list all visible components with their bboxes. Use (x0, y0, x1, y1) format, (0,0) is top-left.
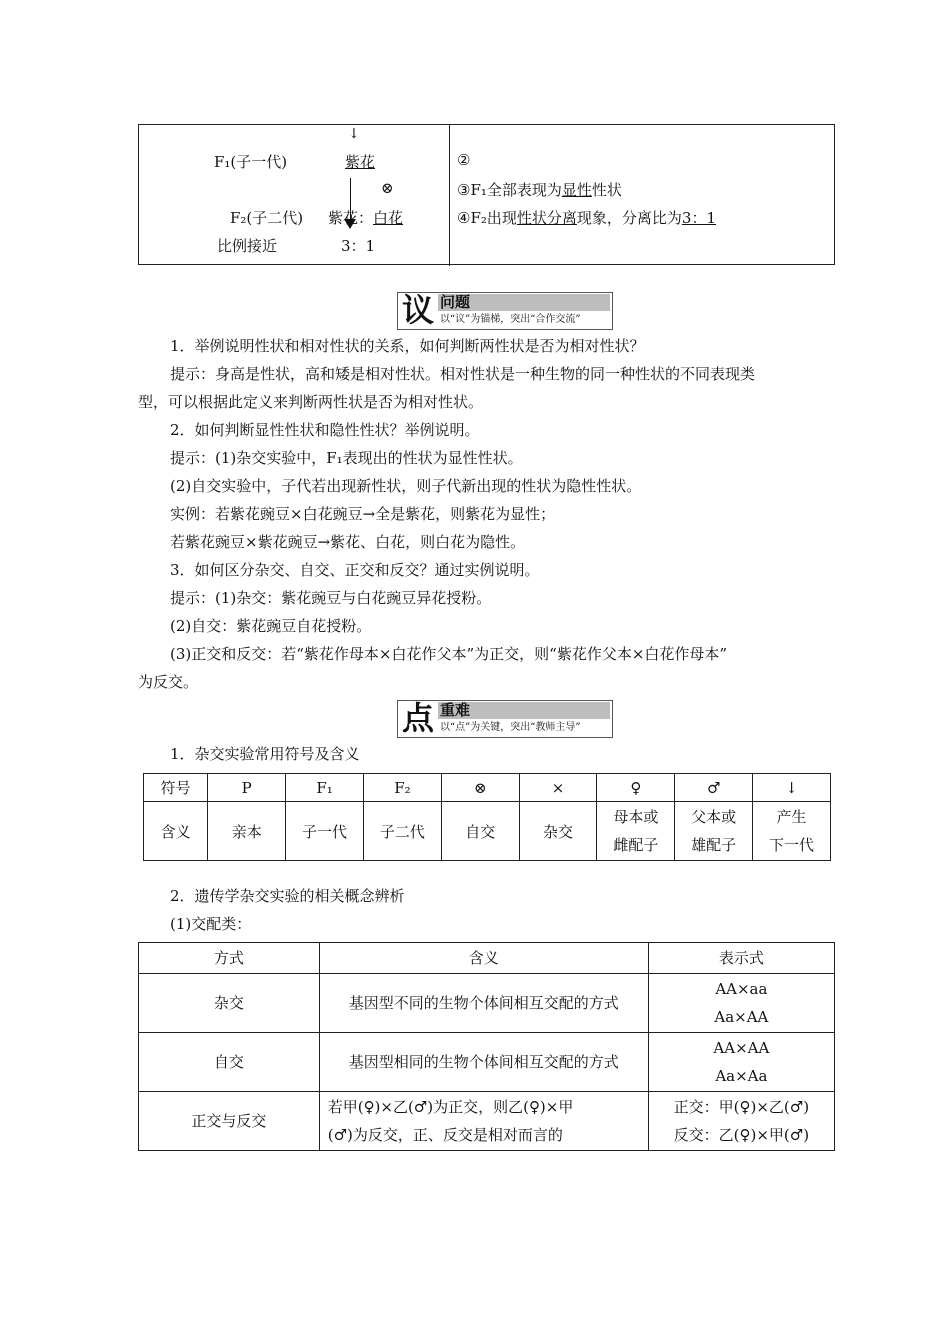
banner-key-points-big: 点 (402, 699, 435, 737)
meaning-cell: 子一代 (286, 802, 364, 861)
right-line-2-underlined: 显性 (561, 181, 592, 199)
mating-table (138, 942, 835, 1151)
banner-key-points-subtitle: 以“点”为关键，突出“教师主导” (440, 722, 581, 733)
meaning-cell: 父本或 雄配子 (675, 802, 753, 861)
meaning-line: 若甲(♀)×乙(♂)为正交，则乙(♀)×甲 (327, 1098, 574, 1116)
f2-colon: ： (358, 209, 374, 227)
meaning-cell: 自交 (441, 802, 519, 861)
meaning-line: (♂)为反交，正、反交是相对而言的 (327, 1126, 563, 1144)
answer-2-line-2: (2)自交实验中，子代若出现新性状，则子代新出现的性状为隐性性状。 (170, 477, 642, 495)
self-symbol: ⊗ (381, 179, 394, 197)
section-2-title: 2．遗传学杂交实验的相关概念辨析 (170, 887, 405, 905)
right-line-2-post: 性状 (591, 181, 622, 199)
expression-cell (648, 1092, 834, 1151)
meaning-cell: 产生 下一代 (753, 802, 831, 861)
banner-discuss-subtitle: 以“议”为锚梯，突出“合作交流” (440, 314, 581, 325)
expression-line: 正交：甲(♀)×乙(♂) (673, 1098, 810, 1116)
f2-value (328, 207, 403, 228)
meaning-row (144, 802, 831, 861)
table-header-row (139, 943, 835, 974)
answer-3-line-1: 提示：(1)杂交：紫花豌豆与白花豌豆异花授粉。 (170, 589, 492, 607)
banner-discuss-title: 问题 (438, 294, 610, 311)
right-line-1: ② (457, 151, 471, 169)
answer-3-line-4: 为反交。 (138, 673, 199, 691)
answer-2-line-1: 提示：(1)杂交实验中，F₁表现出的性状为显性性状。 (170, 449, 523, 467)
box-divider (449, 125, 450, 266)
meaning-cell (319, 1092, 648, 1151)
question-3: 3．如何区分杂交、自交、正交和反交？通过实例说明。 (170, 561, 540, 579)
expression-cell (648, 974, 834, 1033)
meaning-cell: 母本或 雌配子 (597, 802, 675, 861)
ratio-value: 3：1 (341, 237, 376, 255)
meaning-cell: 子二代 (363, 802, 441, 861)
answer-1-line-1: 提示：身高是性状，高和矮是相对性状。相对性状是一种生物的同一种性状的不同表现类 (170, 365, 756, 383)
meaning-cell: 含义 (144, 802, 208, 861)
right-line-2-pre: ③F₁全部表现为 (457, 181, 562, 199)
f1-label: F₁(子一代) (214, 153, 288, 171)
expression-line: 反交：乙(♀)×甲(♂) (673, 1126, 810, 1144)
symbol-cell: ↓ (753, 774, 831, 802)
banner-discuss (397, 292, 613, 330)
section-2-subtitle: (1)交配类： (170, 915, 252, 933)
arrow-top: ↓ (348, 126, 360, 142)
table-row (139, 1033, 835, 1092)
expression-line: Aa×Aa (715, 1067, 768, 1085)
symbol-cell: ♀ (597, 774, 675, 802)
answer-2-line-3: 实例：若紫花豌豆×白花豌豆→全是紫花，则紫花为显性； (170, 505, 556, 523)
meaning-cell: 基因型相同的生物个体间相互交配的方式 (319, 1033, 648, 1092)
mode-cell: 正交与反交 (139, 1092, 320, 1151)
banner-key-points (397, 700, 613, 738)
header-cell: 方式 (139, 943, 320, 974)
right-line-3-pre: ④F₂出现 (457, 209, 517, 227)
meaning-cell: 杂交 (519, 802, 597, 861)
symbol-cell: × (519, 774, 597, 802)
ratio-label: 比例接近 (217, 237, 278, 255)
table-row (139, 974, 835, 1033)
top-diagram-box (138, 124, 835, 265)
f2-value-b: 白花 (373, 209, 404, 227)
answer-3-line-3: (3)正交和反交：若“紫花作母本×白花作父本”为正交，则“紫花作父本×白花作母本” (170, 645, 728, 663)
f2-label: F₂(子二代) (230, 209, 304, 227)
header-cell: 含义 (319, 943, 648, 974)
header-cell: 表示式 (648, 943, 834, 974)
right-line-3-underlined-2: 3：1 (681, 209, 716, 227)
expression-line: Aa×AA (714, 1008, 769, 1026)
symbol-cell: ⊗ (441, 774, 519, 802)
right-line-3-mid: 现象，分离比为 (576, 209, 682, 227)
f2-value-a: 紫花 (328, 209, 359, 227)
right-line-3 (457, 207, 716, 228)
symbol-row (144, 774, 831, 802)
expression-cell (648, 1033, 834, 1092)
answer-1-line-2: 型，可以根据此定义来判断两性状是否为相对性状。 (138, 393, 484, 411)
banner-discuss-big: 议 (402, 291, 435, 329)
meaning-cell: 亲本 (208, 802, 286, 861)
symbol-cell: ♂ (675, 774, 753, 802)
section-1-title: 1．杂交实验常用符号及含义 (170, 745, 360, 763)
symbol-cell: F₁ (286, 774, 364, 802)
symbol-cell: F₂ (363, 774, 441, 802)
expression-line: AA×aa (715, 980, 768, 998)
mode-cell: 自交 (139, 1033, 320, 1092)
symbol-cell: 符号 (144, 774, 208, 802)
meaning-cell: 基因型不同的生物个体间相互交配的方式 (319, 974, 648, 1033)
symbol-cell: P (208, 774, 286, 802)
symbol-table (143, 773, 831, 861)
right-line-2 (457, 179, 622, 200)
question-1: 1．举例说明性状和相对性状的关系，如何判断两性状是否为相对性状？ (170, 337, 645, 355)
question-2: 2．如何判断显性性状和隐性性状？举例说明。 (170, 421, 480, 439)
right-line-3-underlined-1: 性状分离 (516, 209, 577, 227)
answer-3-line-2: (2)自交：紫花豌豆自花授粉。 (170, 617, 372, 635)
banner-key-points-title: 重难 (438, 702, 610, 719)
expression-line: AA×AA (713, 1039, 770, 1057)
mode-cell: 杂交 (139, 974, 320, 1033)
answer-2-line-4: 若紫花豌豆×紫花豌豆→紫花、白花，则白花为隐性。 (170, 533, 526, 551)
table-row (139, 1092, 835, 1151)
f1-value: 紫花 (345, 153, 376, 171)
